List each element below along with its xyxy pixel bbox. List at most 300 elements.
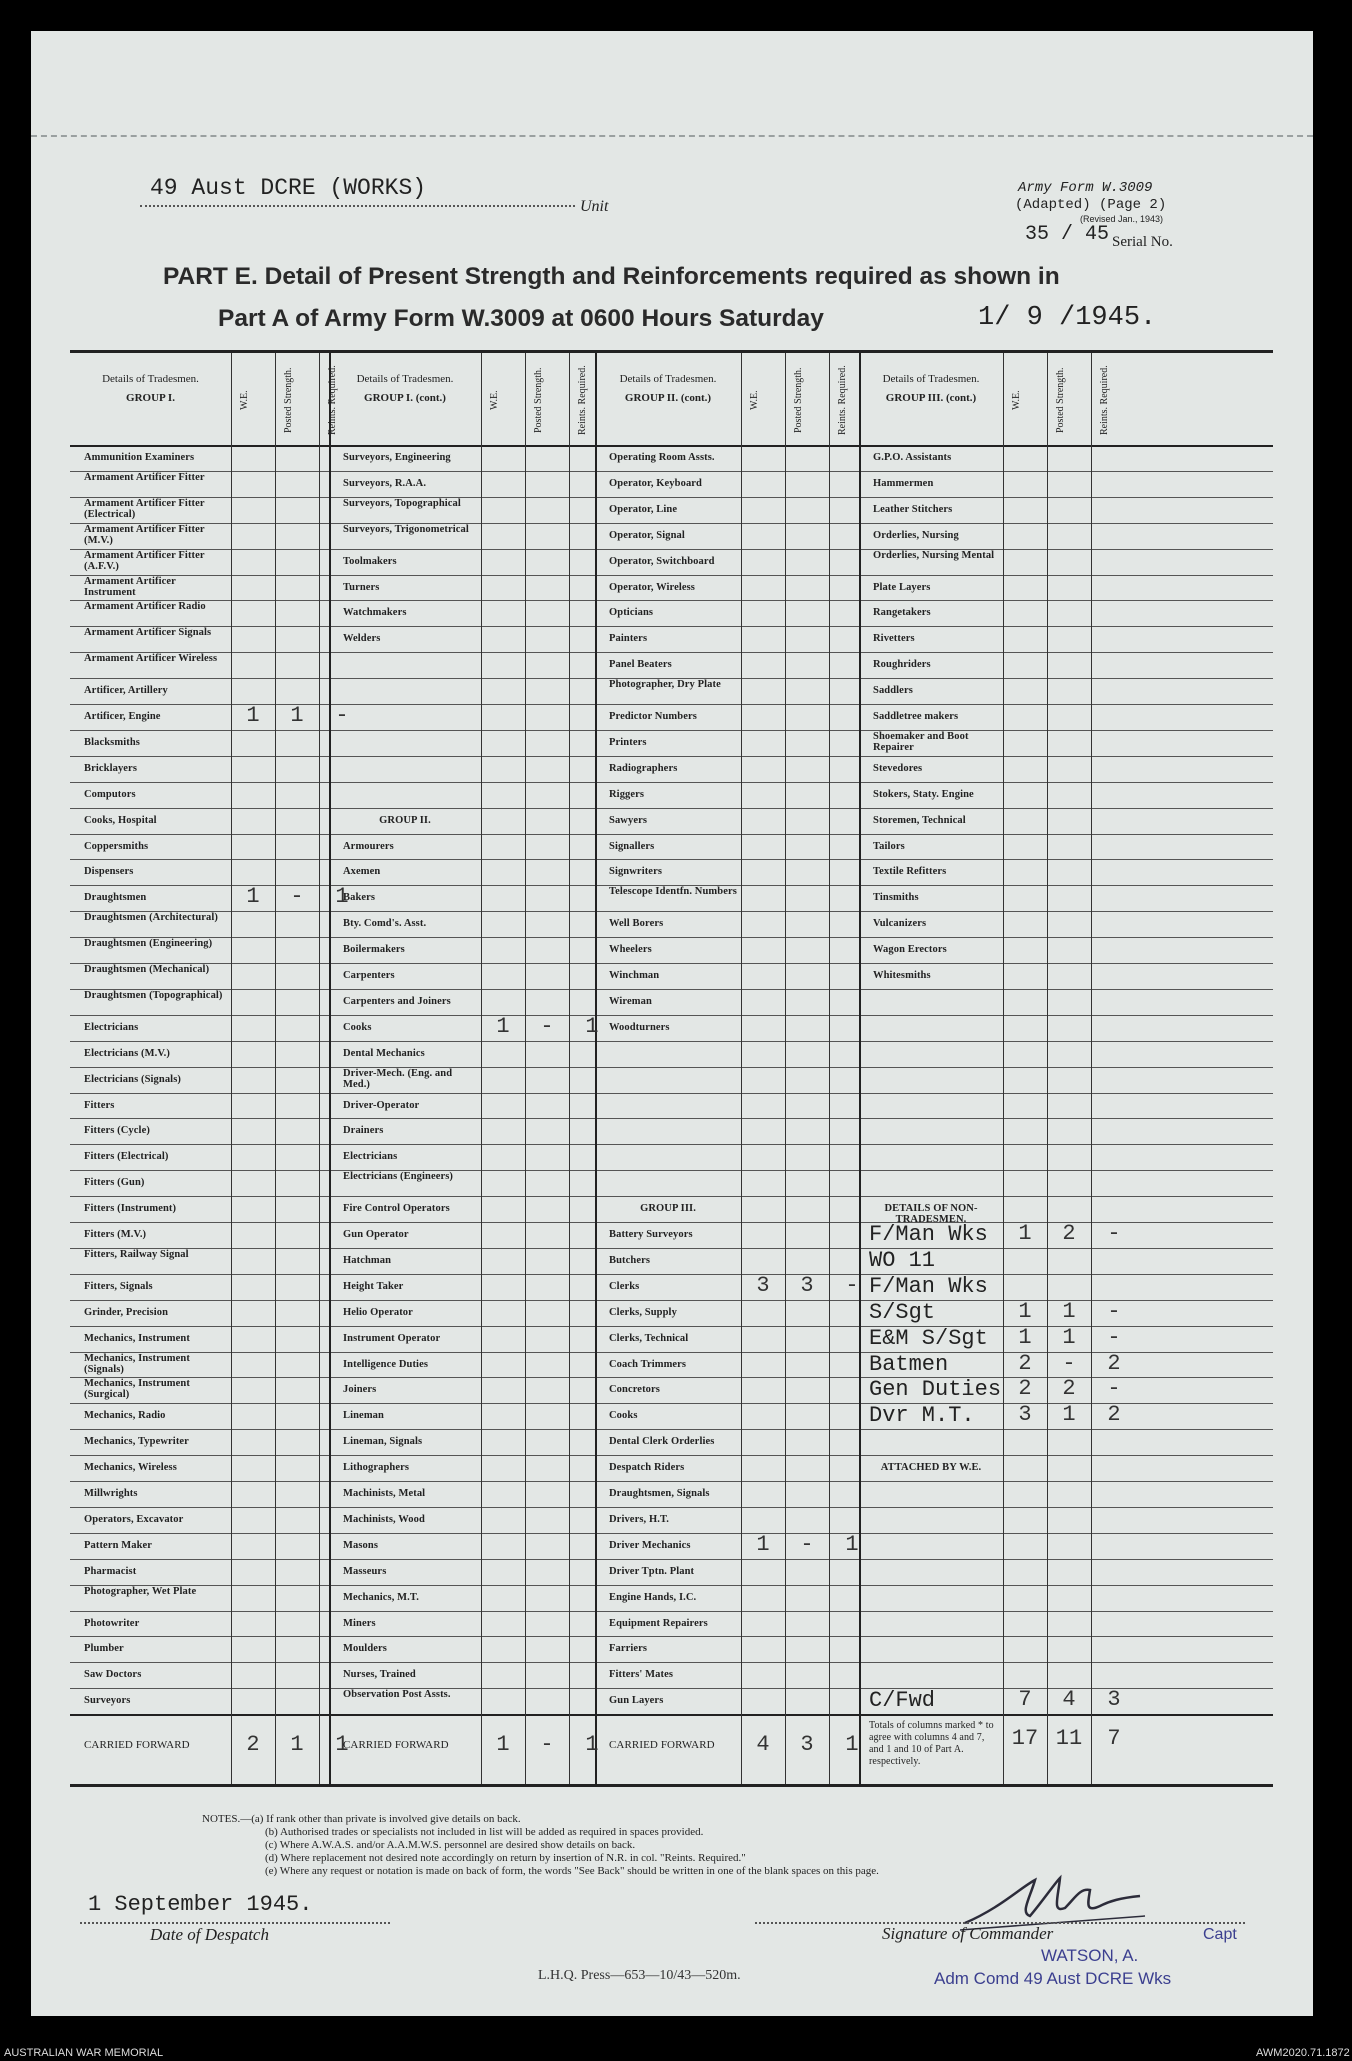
trade-label: Panel Beaters — [609, 659, 672, 671]
despatch-date: 1 September 1945. — [88, 1892, 313, 1917]
trade-label: GROUP III. — [640, 1203, 696, 1215]
row-divider — [70, 989, 1273, 990]
value-we: 3 — [1018, 1402, 1032, 1428]
trade-label: Surveyors — [84, 1695, 131, 1707]
value-reints: - — [1107, 1221, 1121, 1246]
trade-label: Driver-Mech. (Eng. and Med.) — [343, 1067, 453, 1090]
title-line-1: PART E. Detail of Present Strength and Reinforcements required as shown in — [163, 263, 1060, 290]
value-reints: - — [1107, 1376, 1121, 1402]
trade-label: Wagon Erectors — [873, 944, 947, 956]
row-divider — [70, 1481, 1273, 1482]
trade-label: Electricians (M.V.) — [84, 1047, 170, 1059]
column-divider — [525, 353, 526, 1784]
value-posted: - — [540, 1732, 554, 1758]
value-reints: 1 — [335, 884, 349, 910]
value-posted: 3 — [800, 1732, 814, 1758]
trade-label: Cooks — [609, 1410, 638, 1422]
trade-label: Storemen, Technical — [873, 814, 966, 826]
trade-label: Draughtsmen — [84, 892, 147, 904]
row-divider — [70, 1170, 1273, 1171]
unit-label: Unit — [580, 198, 609, 215]
carried-forward-divider — [70, 1714, 1273, 1716]
form-adapted: (Adapted) (Page 2) — [1015, 197, 1167, 213]
trade-label: Armament Artificer Wireless — [84, 653, 218, 665]
title-date: 1/ 9 /1945. — [978, 303, 1157, 333]
trade-label: ATTACHED BY W.E. — [880, 1462, 982, 1474]
trade-label: Fitters, Signals — [84, 1280, 153, 1292]
trade-label: Hatchman — [343, 1254, 392, 1266]
row-divider — [70, 1300, 1273, 1301]
trade-label: Predictor Numbers — [609, 711, 697, 722]
trade-label: Welders — [343, 633, 381, 645]
trade-label: Farriers — [609, 1643, 648, 1655]
trade-label: Clerks — [609, 1280, 640, 1292]
value-reints: - — [845, 1272, 859, 1298]
column-divider — [1047, 353, 1048, 1784]
trade-label: Armament Artificer Fitter (M.V.) — [84, 523, 205, 546]
trade-label: Wireman — [609, 995, 652, 1007]
trade-label: Height Taker — [343, 1280, 404, 1292]
non-tradesman-label: F/Man Wks — [869, 1273, 988, 1299]
group-header-details — [335, 373, 475, 405]
value-we: 1 — [1018, 1324, 1032, 1350]
trade-label: Millwrights — [84, 1488, 138, 1499]
trade-label: Operator, Line — [609, 503, 678, 515]
trade-label: Bty. Comd's. Asst. — [343, 918, 427, 930]
group-divider — [329, 353, 331, 1784]
trade-label: Concretors — [609, 1384, 660, 1396]
despatch-label: Date of Despatch — [150, 1925, 269, 1944]
row-divider — [70, 808, 1273, 809]
trade-label: Telescope Identfn. Numbers — [609, 886, 737, 898]
header-we: W.E. — [749, 390, 760, 410]
trade-label: Draughtsmen (Engineering) — [84, 938, 213, 950]
trade-label: Lineman — [343, 1410, 384, 1422]
value-posted: 3 — [800, 1272, 814, 1298]
details-of-tradesmen: Details of Tradesmen. — [102, 373, 199, 385]
row-divider — [70, 1222, 1273, 1223]
trade-label: Rivetters — [873, 633, 915, 645]
value-posted: 1 — [1062, 1402, 1076, 1428]
group-title: GROUP III. (cont.) — [885, 392, 977, 404]
form-number: Army Form W.3009 — [1018, 180, 1153, 196]
trade-label: Butchers — [609, 1254, 651, 1266]
row-divider — [70, 497, 1273, 498]
row-divider — [70, 1274, 1273, 1275]
notes-c: (c) Where A.W.A.S. and/or A.A.M.W.S. personnel are desired show details on back. — [265, 1839, 636, 1851]
notes-a: NOTES.—(a) If rank other than private is involved give details on back. — [202, 1813, 521, 1825]
row-divider — [70, 523, 1273, 524]
trade-label: Signallers — [609, 840, 655, 852]
value-we: 2 — [1018, 1376, 1032, 1402]
row-divider — [70, 1585, 1273, 1586]
row-divider — [70, 1403, 1273, 1404]
unit-dotted-line — [140, 205, 575, 207]
trade-label: Blacksmiths — [84, 736, 140, 748]
non-tradesman-label: WO 11 — [869, 1247, 936, 1273]
trade-label: Fitters — [84, 1099, 115, 1111]
trade-label: Cooks, Hospital — [84, 814, 157, 826]
trade-label: Electricians — [343, 1151, 398, 1163]
row-divider — [70, 626, 1273, 627]
trade-label: Engine Hands, I.C. — [609, 1591, 697, 1603]
trade-label: Operator, Wireless — [609, 581, 695, 593]
header-posted: Posted Strength. — [533, 367, 544, 433]
trade-label: Mechanics, Wireless — [84, 1462, 177, 1474]
non-tradesman-label: Dvr M.T. — [869, 1403, 975, 1429]
trade-label: Coach Trimmers — [609, 1358, 687, 1370]
trade-label: Clerks, Supply — [609, 1306, 677, 1318]
value-posted: 1 — [1062, 1298, 1076, 1324]
trade-label: Printers — [609, 736, 647, 748]
trade-label: Lithographers — [343, 1462, 410, 1474]
value-we: 3 — [756, 1272, 770, 1298]
trade-label: Tinsmiths — [873, 892, 919, 904]
row-divider — [70, 575, 1273, 576]
trade-label: Observation Post Assts. — [343, 1689, 451, 1701]
trade-label: Mechanics, Typewriter — [84, 1436, 189, 1448]
non-tradesman-label: Batmen — [869, 1351, 949, 1377]
details-of-tradesmen: Details of Tradesmen. — [619, 373, 717, 385]
trade-label: Photowriter — [84, 1617, 140, 1629]
value-we: 4 — [756, 1732, 770, 1758]
row-divider — [70, 1507, 1273, 1508]
value-reints: - — [1107, 1324, 1121, 1350]
trade-label: Surveyors, Trigonometrical — [343, 523, 469, 535]
title-line-2: Part A of Army Form W.3009 at 0600 Hours Saturday — [218, 305, 824, 332]
trade-label: Fitters (Gun) — [84, 1177, 145, 1189]
trade-label: Driver Tptn. Plant — [609, 1565, 695, 1577]
details-of-tradesmen: Details of Tradesmen. — [882, 373, 980, 385]
group-title: GROUP I. — [126, 392, 175, 404]
header-reints: Reints. Required. — [1099, 365, 1110, 435]
trade-label: Instrument Operator — [343, 1332, 441, 1344]
value-reints: 1 — [335, 1732, 349, 1758]
row-divider — [70, 782, 1273, 783]
archive-id: AWM2020.71.1872 — [1256, 2047, 1350, 2059]
value-we: 1 — [756, 1531, 770, 1557]
trade-label: Machinists, Metal — [343, 1488, 426, 1499]
group-header-details — [601, 373, 735, 405]
perforation-line — [31, 135, 1313, 137]
value-posted: - — [1062, 1350, 1076, 1376]
trade-label: Moulders — [343, 1643, 387, 1655]
group-divider — [595, 353, 597, 1784]
trade-label: Computors — [84, 788, 136, 800]
strength-table — [70, 350, 1273, 1787]
value-posted: 1 — [290, 1732, 304, 1758]
trade-label: Orderlies, Nursing — [873, 529, 959, 541]
header-reints: Reints. Required. — [327, 365, 338, 435]
trade-label: Painters — [609, 633, 648, 645]
header-reints: Reints. Required. — [577, 365, 588, 435]
trade-label: Fitters, Railway Signal — [84, 1248, 189, 1260]
trade-label: Armament Artificer Fitter (A.F.V.) — [84, 549, 205, 572]
trade-label: Masseurs — [343, 1565, 387, 1577]
trade-label: Equipment Repairers — [609, 1617, 708, 1629]
trade-label: Electricians (Engineers) — [343, 1171, 454, 1183]
value-reints: 1 — [585, 1732, 599, 1758]
value-posted: - — [800, 1531, 814, 1557]
non-tradesman-label: C/Fwd — [869, 1688, 936, 1714]
trade-label: Photographer, Wet Plate — [84, 1585, 197, 1597]
trade-label: Miners — [343, 1617, 376, 1629]
trade-label: Rangetakers — [873, 607, 931, 619]
value-we: 1 — [1018, 1221, 1032, 1246]
column-divider — [741, 353, 742, 1784]
trade-label: Operators, Excavator — [84, 1513, 184, 1525]
trade-label: Artificer, Artillery — [84, 685, 168, 697]
header-posted: Posted Strength. — [1055, 367, 1066, 433]
trade-label: Dispensers — [84, 866, 134, 878]
row-divider — [70, 963, 1273, 964]
value-we: 1 — [1018, 1298, 1032, 1324]
group-title: GROUP II. (cont.) — [624, 392, 712, 404]
trade-label: Gun Layers — [609, 1695, 664, 1707]
header-we: W.E. — [239, 390, 250, 410]
value-posted: - — [540, 1013, 554, 1039]
trade-label: Artificer, Engine — [84, 711, 161, 722]
value-we: 1 — [496, 1013, 510, 1039]
column-divider — [1003, 353, 1004, 1784]
serial-value: 35 / 45 — [1025, 223, 1110, 246]
value-we: 2 — [246, 1732, 260, 1758]
column-divider — [275, 353, 276, 1784]
value-we: 1 — [246, 884, 260, 910]
trade-label: Joiners — [343, 1384, 377, 1396]
non-tradesman-label: S/Sgt — [869, 1299, 936, 1325]
trade-label: Driver-Operator — [343, 1099, 420, 1111]
notes-d: (d) Where replacement not desired note accordingly on return by insertion of N.R. in col. "Reints. Required." — [265, 1852, 746, 1864]
archive-label: AUSTRALIAN WAR MEMORIAL — [4, 2047, 164, 2059]
row-divider — [70, 1688, 1273, 1689]
carried-forward-label: CARRIED FORWARD — [84, 1739, 190, 1752]
trade-label: Whitesmiths — [873, 970, 931, 981]
row-divider — [70, 1093, 1273, 1094]
value-we: 1 — [496, 1732, 510, 1758]
trade-label: Fire Control Operators — [343, 1203, 450, 1215]
trade-label: Operating Room Assts. — [609, 452, 715, 463]
trade-label: Driver Mechanics — [609, 1539, 691, 1551]
non-tradesman-label: E&M S/Sgt — [869, 1325, 988, 1351]
trade-label: Lineman, Signals — [343, 1436, 423, 1448]
trade-label: Watchmakers — [343, 607, 407, 619]
trade-label: GROUP II. — [379, 814, 431, 826]
column-divider — [1091, 353, 1092, 1784]
trade-label: Tailors — [873, 840, 905, 852]
value-reints: 2 — [1107, 1402, 1121, 1428]
trade-label: Fitters (Instrument) — [84, 1203, 177, 1215]
trade-label: Boilermakers — [343, 944, 405, 956]
trade-label: Bakers — [343, 892, 376, 904]
value-we: 1 — [246, 703, 260, 728]
trade-label: Photographer, Dry Plate — [609, 679, 721, 691]
trade-label: Dental Mechanics — [343, 1047, 425, 1059]
trade-label: Ammunition Examiners — [84, 452, 195, 463]
trade-label: Fitters (Electrical) — [84, 1151, 169, 1163]
value-we: 2 — [1018, 1350, 1032, 1376]
value-reints: - — [1107, 1298, 1121, 1324]
serial-label: Serial No. — [1112, 234, 1173, 250]
signature-label: Signature of Commander — [882, 1924, 1054, 1943]
row-divider — [70, 600, 1273, 601]
group-header-details — [76, 373, 225, 405]
trade-label: Fitters' Mates — [609, 1669, 674, 1681]
trade-label: Machinists, Wood — [343, 1513, 425, 1525]
group-divider — [859, 353, 861, 1784]
trade-label: Dental Clerk Orderlies — [609, 1436, 715, 1448]
value-posted: 1 — [1062, 1324, 1076, 1350]
trade-label: Fitters (Cycle) — [84, 1125, 150, 1137]
value-posted: 2 — [1062, 1376, 1076, 1402]
trade-label: Turners — [343, 581, 380, 593]
header-we: W.E. — [489, 390, 500, 410]
row-divider — [70, 1636, 1273, 1637]
trade-label: Armament Artificer Signals — [84, 627, 212, 639]
trade-label: Operator, Switchboard — [609, 555, 715, 567]
value-we: 17 — [1011, 1726, 1039, 1752]
trade-label: Draughtsmen, Signals — [609, 1488, 710, 1499]
trade-label: Wheelers — [609, 944, 652, 956]
value-posted: 4 — [1062, 1687, 1076, 1713]
row-divider — [70, 1144, 1273, 1145]
trade-label: Saddletree makers — [873, 711, 959, 722]
trade-label: Grinder, Precision — [84, 1306, 169, 1318]
header-we: W.E. — [1011, 390, 1022, 410]
row-divider — [70, 1196, 1273, 1197]
column-divider — [319, 353, 320, 1784]
trade-label: Mechanics, Instrument — [84, 1332, 190, 1344]
group-header-details — [865, 373, 997, 405]
row-divider — [70, 730, 1273, 731]
trade-label: Surveyors, R.A.A. — [343, 477, 427, 489]
trade-label: Armament Artificer Radio — [84, 601, 206, 613]
rank-stamp: Capt — [1203, 1926, 1237, 1943]
value-we: 7 — [1018, 1687, 1032, 1713]
trade-label: Operator, Keyboard — [609, 477, 702, 489]
trade-label: Roughriders — [873, 659, 931, 671]
trade-label: Coppersmiths — [84, 840, 149, 852]
trade-label: Gun Operator — [343, 1229, 409, 1240]
trade-label: Stokers, Staty. Engine — [873, 788, 974, 800]
trade-label: Drivers, H.T. — [609, 1513, 670, 1525]
carried-forward-label: CARRIED FORWARD — [609, 1739, 715, 1752]
trade-label: Bricklayers — [84, 762, 138, 774]
trade-label: Mechanics, Radio — [84, 1410, 166, 1422]
trade-label: Signwriters — [609, 866, 663, 878]
trade-label: Armourers — [343, 840, 394, 852]
non-tradesman-label: Gen Duties — [869, 1377, 1002, 1403]
row-divider — [70, 1429, 1273, 1430]
details-of-tradesmen: Details of Tradesmen. — [356, 373, 454, 385]
trade-label: Draughtsmen (Topographical) — [84, 989, 223, 1001]
column-divider — [231, 353, 232, 1784]
value-reints: 7 — [1107, 1726, 1121, 1752]
stamp-name: WATSON, A. — [1041, 1946, 1139, 1965]
trade-label: Sawyers — [609, 814, 648, 826]
trade-label: Well Borers — [609, 918, 664, 930]
trade-label: Armament Artificer Instrument — [84, 575, 176, 598]
column-divider — [481, 353, 482, 1784]
row-divider — [70, 1455, 1273, 1456]
notes-e: (e) Where any request or notation is made on back of form, the words "See Back" should be written in one of the blank spaces on this page. — [265, 1865, 879, 1877]
row-divider — [70, 1611, 1273, 1612]
trade-label: Mechanics, Instrument (Surgical) — [84, 1378, 190, 1401]
trade-label: Winchman — [609, 970, 660, 981]
despatch-dotted-line — [80, 1922, 390, 1924]
trade-label: Despatch Riders — [609, 1462, 685, 1474]
trade-label: Orderlies, Nursing Mental — [873, 549, 995, 561]
trade-label: DETAILS OF NON-TRADESMEN. — [884, 1203, 978, 1226]
trade-label: Saw Doctors — [84, 1669, 142, 1681]
trade-label: Drainers — [343, 1125, 384, 1137]
trade-label: Riggers — [609, 788, 645, 800]
trade-label: Armament Artificer Fitter — [84, 471, 205, 483]
printer-line: L.H.Q. Press—653—10/43—520m. — [538, 1968, 741, 1983]
value-reints: 3 — [1107, 1687, 1121, 1713]
row-divider — [70, 1015, 1273, 1016]
value-reints: 1 — [585, 1013, 599, 1039]
trade-label: Clerks, Technical — [609, 1332, 689, 1344]
value-reints: 1 — [845, 1531, 859, 1557]
trade-label: Helio Operator — [343, 1306, 413, 1318]
row-divider — [70, 1662, 1273, 1663]
value-reints: 2 — [1107, 1350, 1121, 1376]
trade-label: Pattern Maker — [84, 1539, 153, 1551]
totals-note: Totals of columns marked * to agree with columns 4 and 7, and 1 and 10 of Part A. respectively. — [869, 1720, 994, 1768]
row-divider — [70, 911, 1273, 912]
trade-label: Carpenters — [343, 970, 395, 981]
value-posted: 11 — [1055, 1726, 1083, 1752]
trade-label: G.P.O. Assistants — [873, 452, 952, 463]
value-posted: 2 — [1062, 1221, 1076, 1246]
trade-label: Electricians — [84, 1021, 139, 1033]
trade-label: Surveyors, Topographical — [343, 497, 461, 509]
trade-label: Intelligence Duties — [343, 1358, 429, 1370]
trade-label: Shoemaker and Boot Repairer — [873, 730, 969, 753]
header-posted: Posted Strength. — [793, 367, 804, 433]
carried-forward-label: CARRIED FORWARD — [343, 1739, 449, 1752]
non-tradesman-label: F/Man Wks — [869, 1222, 988, 1247]
trade-label: Axemen — [343, 866, 381, 878]
trade-label: Saddlers — [873, 685, 913, 697]
row-divider — [70, 471, 1273, 472]
trade-label: Woodturners — [609, 1021, 670, 1033]
header-divider — [70, 445, 1273, 447]
trade-label: Opticians — [609, 607, 654, 619]
trade-label: Surveyors, Engineering — [343, 452, 451, 463]
value-posted: 1 — [290, 703, 304, 728]
row-divider — [70, 1377, 1273, 1378]
trade-label: Battery Surveyors — [609, 1229, 693, 1240]
trade-label: Carpenters and Joiners — [343, 995, 451, 1007]
trade-label: Hammermen — [873, 477, 934, 489]
trade-label: Plumber — [84, 1643, 124, 1655]
trade-label: Toolmakers — [343, 555, 397, 567]
trade-label: Cooks — [343, 1021, 372, 1033]
row-divider — [70, 1118, 1273, 1119]
trade-label: Plate Layers — [873, 581, 931, 593]
row-divider — [70, 859, 1273, 860]
value-reints: - — [335, 703, 349, 728]
row-divider — [70, 834, 1273, 835]
row-divider — [70, 1067, 1273, 1068]
stamp-role: Adm Comd 49 Aust DCRE Wks — [934, 1969, 1172, 1988]
row-divider — [70, 549, 1273, 550]
row-divider — [70, 652, 1273, 653]
row-divider — [70, 1041, 1273, 1042]
trade-label: Draughtsmen (Architectural) — [84, 912, 219, 924]
